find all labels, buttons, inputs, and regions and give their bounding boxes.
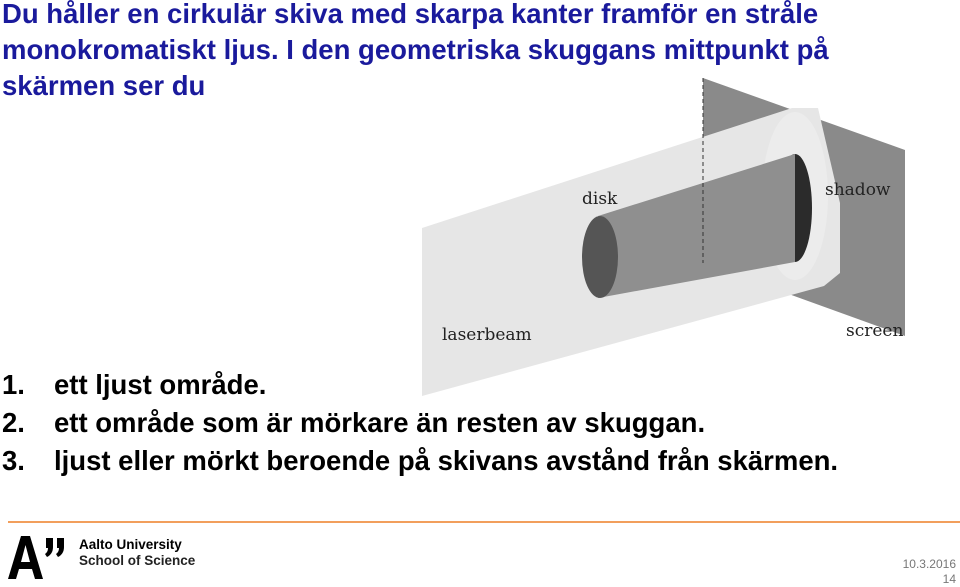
answer-option bbox=[2, 366, 838, 404]
option-number: 2. bbox=[2, 407, 25, 438]
disk-ellipse bbox=[582, 216, 618, 298]
option-text: ett område som är mörkare än resten av skuggan. bbox=[54, 407, 706, 438]
slide-date: 10.3.2016 bbox=[902, 557, 956, 571]
university-name bbox=[79, 537, 195, 569]
question-line-2: monokromatiskt ljus. I den geometriska skuggans mittpunkt på bbox=[2, 34, 829, 65]
question-line-1: Du håller en cirkulär skiva med skarpa kanter framför en stråle bbox=[2, 0, 819, 29]
question-line-3: skärmen ser du bbox=[2, 70, 206, 101]
label-disk: disk bbox=[582, 189, 618, 209]
aalto-logo-icon bbox=[8, 536, 68, 580]
page-number: 14 bbox=[942, 572, 956, 586]
footer-divider bbox=[8, 521, 960, 523]
answer-options bbox=[2, 366, 838, 480]
university-name-line1: Aalto University bbox=[79, 537, 182, 552]
option-number: 1. bbox=[2, 369, 25, 400]
label-laserbeam: laserbeam bbox=[442, 325, 532, 345]
university-name-line2: School of Science bbox=[79, 553, 196, 568]
answer-option bbox=[2, 442, 838, 480]
option-number: 3. bbox=[2, 445, 25, 476]
answer-option bbox=[2, 404, 838, 442]
option-text: ett ljust område. bbox=[54, 369, 267, 400]
label-screen: screen bbox=[846, 321, 904, 341]
diffraction-figure bbox=[420, 78, 960, 398]
option-text: ljust eller mörkt beroende på skivans avstånd från skärmen. bbox=[54, 445, 839, 476]
label-shadow: shadow bbox=[825, 180, 891, 200]
